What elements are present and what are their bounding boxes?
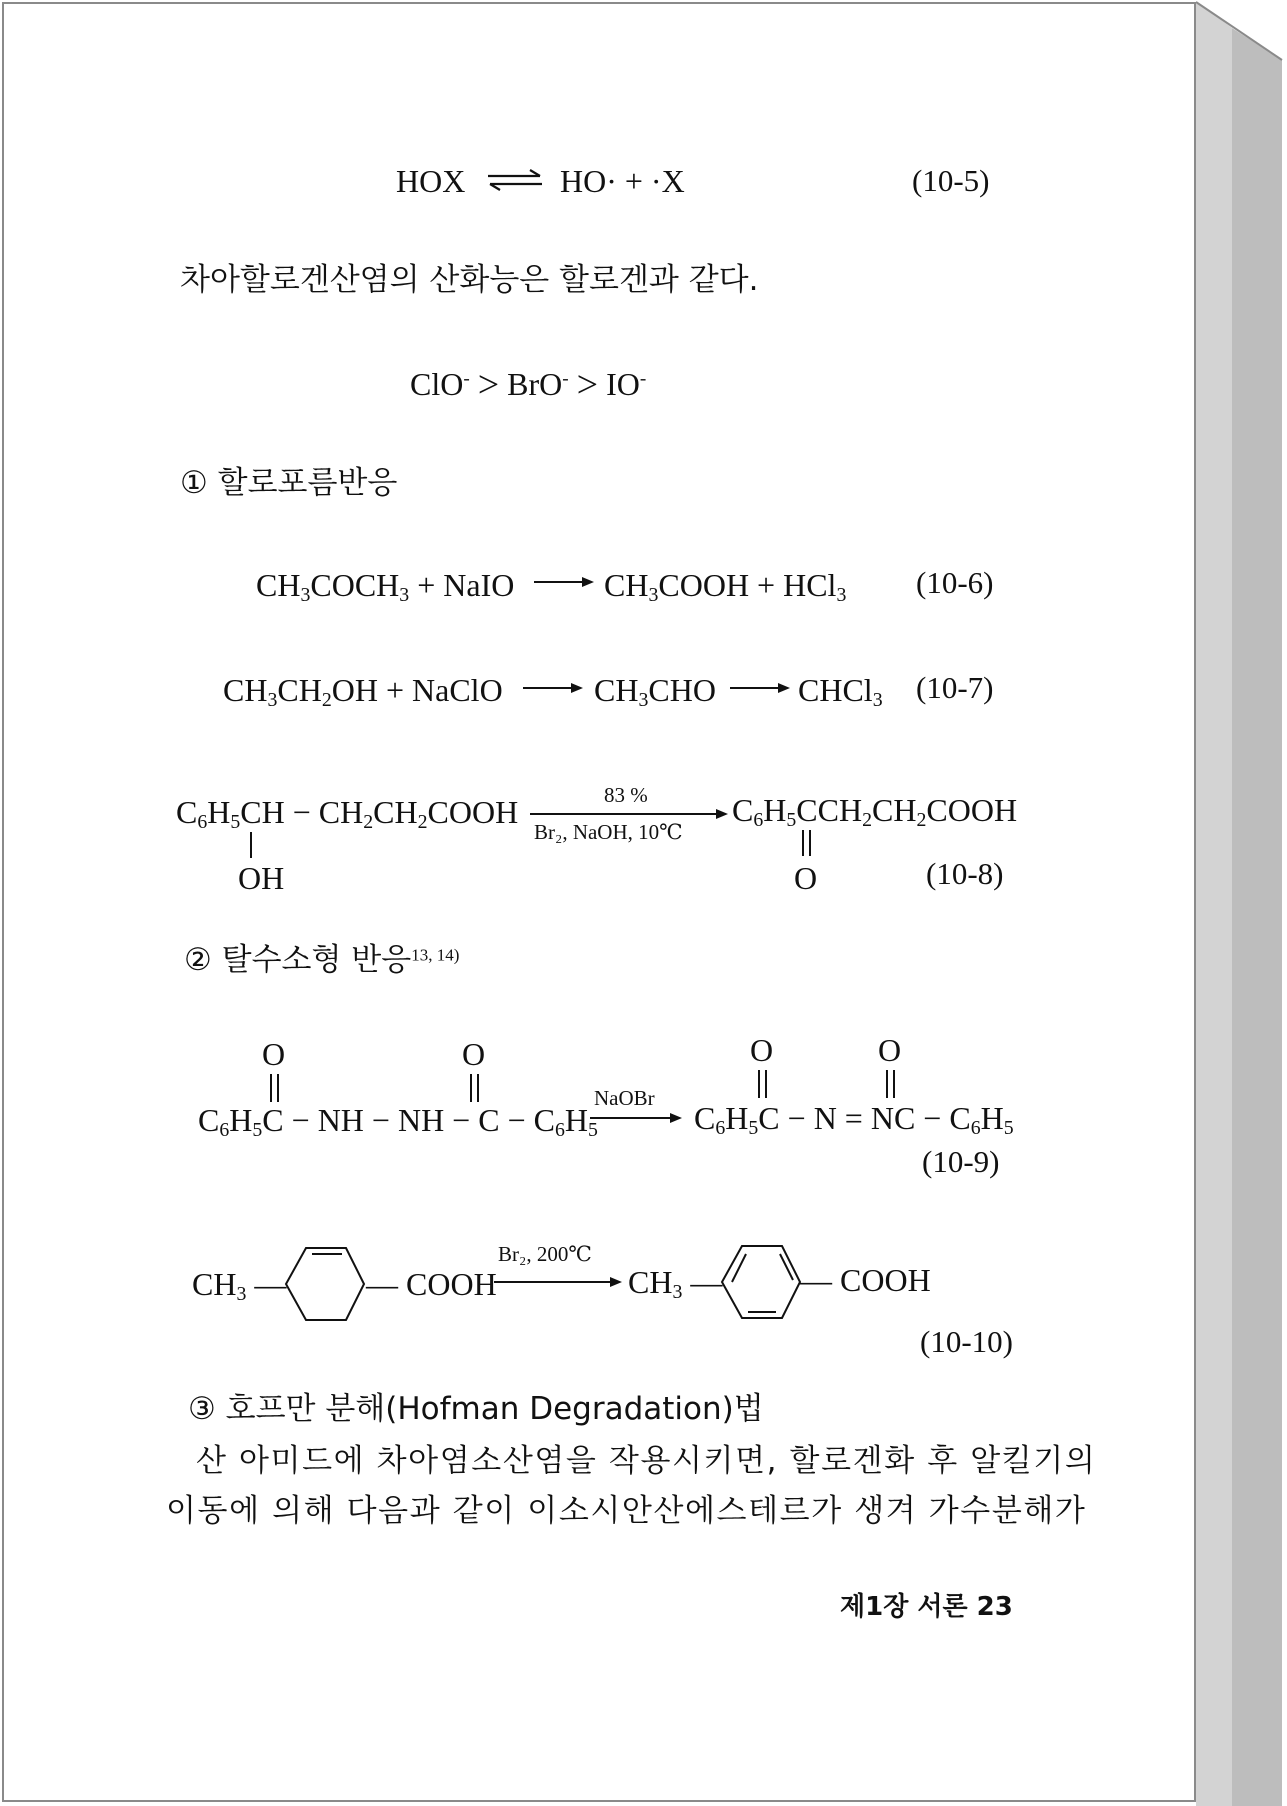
benzene-ring-icon <box>718 1244 802 1320</box>
eq-10-7-product: CHCl$_3$ <box>798 672 883 711</box>
order-bro: BrO <box>507 366 563 402</box>
eq-10-5-reactant: HOX <box>396 163 466 199</box>
paragraph-line-2: 이동에 의해 다음과 같이 이소시안산에스테르가 생겨 가수분해가 <box>166 1493 1087 1529</box>
reaction-arrow-icon <box>492 1274 624 1290</box>
section-2-title: ② 탈수소형 반응 <box>184 942 412 978</box>
eq-10-8-conditions: Br₂, NaOH, 10℃ <box>534 820 683 844</box>
double-bond-line <box>884 1068 898 1100</box>
double-bond-line <box>268 1072 282 1104</box>
eq-10-8-reactant: $C_6H_5CH$ − $CH_2CH_2COOH$ <box>176 794 519 833</box>
eq-10-10-acid-1: — COOH <box>366 1266 497 1302</box>
eq-10-7-intermediate: $CH_3CHO$ <box>594 672 716 711</box>
section-1-heading: ① 할로포름반응 <box>180 465 398 501</box>
eq-10-9-oxygen-4: O <box>878 1032 902 1068</box>
equilibrium-arrow-icon <box>486 168 544 192</box>
eq-10-6-products: $CH_3COOH + HCl_3$ <box>604 567 847 606</box>
eq-10-10-conditions: Br₂, 200℃ <box>498 1242 592 1266</box>
section-2-reference: 13, 14) <box>411 945 460 965</box>
hydroxyl-group: OH <box>238 860 285 896</box>
order-io: IO <box>606 366 640 402</box>
eq-10-9-product: $C_6H_5C - N$ = NC − $C_6H_5$ <box>694 1100 1014 1139</box>
eq-10-8-number: (10-8) <box>926 856 1004 891</box>
single-bond-line <box>248 830 256 860</box>
reaction-arrow-icon <box>532 574 596 590</box>
oxidation-order: ClO- > BrO- > IO- <box>410 364 647 406</box>
eq-10-9-oxygen-1: O <box>262 1036 286 1072</box>
eq-10-5-number: (10-5) <box>912 163 990 198</box>
section-2-heading <box>184 942 460 978</box>
eq-10-9-oxygen-3: O <box>750 1032 774 1068</box>
eq-10-7-number: (10-7) <box>916 670 994 705</box>
eq-10-5-products: HO· + ·X <box>560 163 685 199</box>
reaction-arrow-icon <box>728 680 792 696</box>
double-bond-line <box>800 828 814 858</box>
eq-10-9-reactant: $C_6H_5C$ − NH − NH − $C - C_6H_5$ <box>198 1102 598 1141</box>
double-bond-line <box>756 1068 770 1100</box>
reaction-arrow-icon <box>588 1110 684 1126</box>
eq-10-10-methyl-1: $CH_3$ — <box>192 1266 287 1305</box>
eq-10-7-reactants: $CH_3CH_2OH$ + NaClO <box>223 672 503 711</box>
eq-10-9-number: (10-9) <box>922 1144 1000 1179</box>
eq-10-6-reactants: $CH_3COCH_3$ + NaIO <box>256 567 515 606</box>
oxidation-sentence: 차아할로겐산염의 산화능은 할로겐과 같다. <box>180 262 759 298</box>
order-clo: ClO <box>410 366 464 402</box>
eq-10-10-methyl-2: $CH_3$ — <box>628 1264 723 1303</box>
eq-10-6-number: (10-6) <box>916 565 994 600</box>
reaction-arrow-icon <box>521 680 585 696</box>
carbonyl-oxygen: O <box>794 860 818 896</box>
eq-10-8-yield: 83 % <box>604 783 648 807</box>
cyclohexene-ring-icon <box>282 1246 366 1322</box>
eq-10-8-product: $C_6H_5CCH_2CH_2COOH$ <box>732 792 1018 831</box>
eq-10-10-acid-2: — COOH <box>800 1262 931 1298</box>
eq-10-9-oxygen-2: O <box>462 1036 486 1072</box>
eq-10-9-reagent: NaOBr <box>594 1086 655 1110</box>
section-3-heading: ③ 호프만 분해(Hofman Degradation)법 <box>188 1391 764 1427</box>
page-footer: 제1장 서론 23 <box>840 1592 1013 1622</box>
double-bond-line <box>468 1072 482 1104</box>
paragraph-line-1: 산 아미드에 차아염소산염을 작용시키면, 할로겐화 후 알킬기의 <box>196 1443 1097 1479</box>
eq-10-10-number: (10-10) <box>920 1324 1013 1359</box>
